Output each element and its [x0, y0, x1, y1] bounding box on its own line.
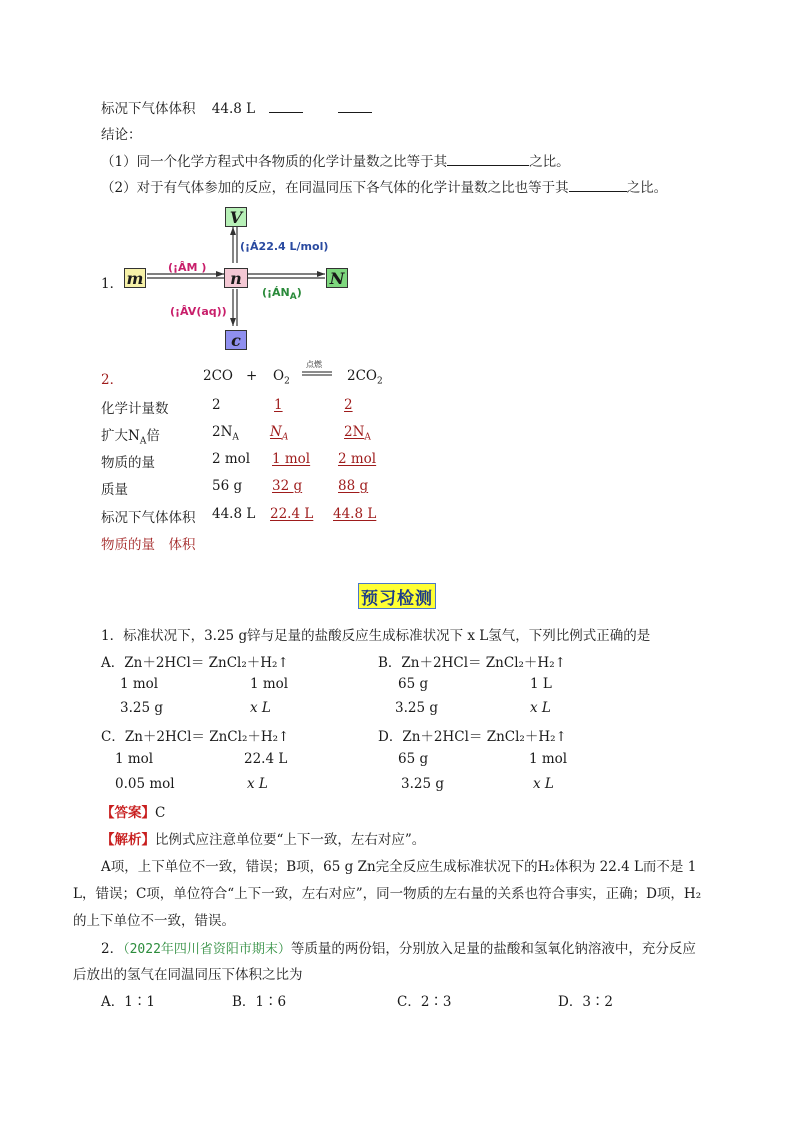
- option-value: x L: [247, 776, 268, 792]
- answer2-number: 2．: [101, 372, 124, 388]
- option-value: 1 mol: [120, 676, 159, 692]
- blank[interactable]: [569, 179, 627, 192]
- row-answer: 32 g: [272, 478, 303, 494]
- label-molar-volume: (¡Á22.4 L/mol): [240, 240, 329, 253]
- conclusion-1-suffix: 之比。: [529, 154, 570, 170]
- option-value: 0.05 mol: [115, 776, 175, 792]
- row-answer-text: 2N: [344, 424, 365, 440]
- analysis-line: [101, 828, 425, 848]
- diagram-number: 1．: [101, 276, 124, 292]
- option-value: 3.25 g: [395, 700, 438, 716]
- eq-reactant-2-sub: 2: [284, 376, 290, 387]
- label-avogadro-close: ): [296, 286, 302, 299]
- q1-stem: 1．标准状况下，3.25 g锌与足量的盐酸反应生成标准状况下 x L氢气，下列比例式正确的是: [101, 628, 651, 644]
- q2-option-b[interactable]: B．1∶6: [232, 994, 287, 1010]
- eq-product-text: 2CO: [347, 368, 377, 384]
- row-answer: [344, 424, 371, 443]
- option-value: x L: [533, 776, 554, 792]
- row-label: 化学计量数: [101, 401, 169, 417]
- row-answer: 88 g: [338, 478, 369, 494]
- option-value: 65 g: [398, 676, 429, 692]
- conclusion-2-suffix: 之比。: [626, 180, 668, 196]
- option-letter: D．: [378, 729, 403, 745]
- blank[interactable]: [447, 153, 529, 166]
- conclusion-2-text: （2）对于有气体参加的反应，在同温同压下各气体的化学计量数之比也等于其: [101, 180, 569, 196]
- q2-source: （2022年四川省资阳市期末）: [123, 942, 291, 957]
- row-label-text: 扩大N: [101, 428, 140, 444]
- row-label: 物质的量: [101, 455, 155, 471]
- conclusion-2: [101, 176, 667, 196]
- row-label: 质量: [101, 482, 128, 498]
- analysis-text: 比例式应注意单位要“上下一致，左右对应”。: [155, 832, 426, 848]
- eq-condition: 点燃: [306, 360, 322, 369]
- option-letter: B．: [378, 655, 402, 671]
- row-label-suffix: 倍: [146, 428, 160, 444]
- q2-stem: 后放出的氢气在同温同压下体积之比为: [73, 967, 303, 983]
- node-mass: m: [124, 268, 146, 288]
- row-label-sub: A: [139, 436, 147, 447]
- intro-row-value: 44.8 L: [211, 101, 256, 117]
- analysis-text: A项，上下单位不一致，错误；B项，65 g Zn完全反应生成标准状况下的H₂体积为 22.4 L而不是 1: [101, 859, 697, 875]
- node-moles: n: [224, 268, 248, 288]
- option-c[interactable]: [101, 725, 289, 745]
- option-value: x L: [250, 700, 271, 716]
- option-value: 1 mol: [529, 751, 568, 767]
- label-molar-mass: (¡ÂM ): [168, 261, 207, 274]
- row-value: 2 mol: [212, 451, 251, 467]
- q2-option-d[interactable]: D．3∶2: [558, 994, 614, 1010]
- analysis-tag: 【解析】: [101, 832, 155, 848]
- conclusion-1-text: （1）同一个化学方程式中各物质的化学计量数之比等于其: [101, 154, 448, 170]
- option-d[interactable]: [378, 725, 567, 745]
- option-a[interactable]: [101, 651, 289, 671]
- q2-number: 2．: [101, 941, 124, 957]
- option-equation: Zn＋2HCl＝ ZnCl₂＋H₂↑: [124, 655, 289, 671]
- row-value: 56 g: [212, 478, 243, 494]
- eq-reactant-2-text: O: [273, 368, 285, 384]
- option-value: 3.25 g: [120, 700, 163, 716]
- q2-option-a[interactable]: A．1∶1: [101, 994, 155, 1010]
- option-b[interactable]: [378, 651, 566, 671]
- row-answer-text: N: [270, 424, 282, 440]
- analysis-text: 的上下单位不一致，错误。: [73, 913, 235, 929]
- row-value-text: 2N: [212, 424, 233, 440]
- q2-line-1: [101, 937, 696, 957]
- option-value: 3.25 g: [401, 776, 444, 792]
- q2-option-c[interactable]: C．2∶3: [397, 994, 452, 1010]
- eq-reactant-2: [273, 368, 290, 387]
- row-answer: [270, 424, 288, 443]
- option-value: 65 g: [398, 751, 429, 767]
- eq-product: [347, 368, 383, 387]
- option-value: 1 mol: [250, 676, 289, 692]
- label-avogadro-sub: A: [289, 292, 297, 303]
- label-solution-volume: (¡ÂV(aq)): [170, 305, 227, 318]
- row-label: [101, 424, 160, 447]
- eq-plus: +: [246, 368, 258, 384]
- row-answer-sub: A: [281, 432, 289, 443]
- row-answer: 2 mol: [338, 451, 377, 467]
- eq-reactant-1: 2CO: [203, 368, 233, 384]
- option-equation: Zn＋2HCl＝ ZnCl₂＋H₂↑: [402, 729, 567, 745]
- option-equation: Zn＋2HCl＝ ZnCl₂＋H₂↑: [401, 655, 566, 671]
- row-answer: 2: [344, 397, 353, 413]
- conclusion-label: 结论：: [101, 127, 142, 143]
- eq-equals-sign: [302, 371, 332, 377]
- answer-line: [101, 801, 165, 821]
- blank[interactable]: [269, 100, 303, 113]
- label-avogadro: [262, 286, 302, 302]
- option-letter: C．: [101, 729, 125, 745]
- row-value: 44.8 L: [212, 506, 256, 522]
- row-value: [212, 424, 239, 443]
- row-value-sub: A: [232, 432, 239, 443]
- row-value: 2: [212, 397, 221, 413]
- row-answer: 1 mol: [272, 451, 311, 467]
- conclusion-1: [101, 150, 570, 170]
- answer-tag: 【答案】: [101, 805, 155, 821]
- row-answer: 44.8 L: [333, 506, 377, 522]
- label-avogadro-text: (¡ÁN: [262, 286, 290, 299]
- analysis-text: L，错误；C项，单位符合“上下一致，左右对应”，同一物质的左右量的关系也符合事实，正确；D项，H₂: [73, 886, 702, 902]
- intro-row-label: 标况下气体体积: [101, 101, 196, 117]
- node-concentration: c: [225, 330, 247, 350]
- row-answer: 1: [274, 397, 283, 413]
- node-particles: N: [326, 268, 348, 288]
- row-answer: 22.4 L: [270, 506, 314, 522]
- node-volume: V: [225, 207, 247, 227]
- blank[interactable]: [338, 100, 372, 113]
- row-label: 标况下气体体积: [101, 510, 196, 526]
- row-answer-sub: A: [364, 432, 371, 443]
- option-value: 1 L: [530, 676, 552, 692]
- section-title: 预习检测: [358, 583, 436, 609]
- option-value: 1 mol: [115, 751, 154, 767]
- option-equation: Zn＋2HCl＝ ZnCl₂＋H₂↑: [124, 729, 290, 745]
- option-value: 22.4 L: [244, 751, 288, 767]
- answer-value: C: [155, 805, 166, 821]
- q2-stem: 等质量的两份铝，分别放入足量的盐酸和氢氧化钠溶液中，充分反应: [290, 941, 696, 957]
- eq-product-sub: 2: [377, 376, 383, 387]
- option-value: x L: [530, 700, 551, 716]
- intro-row: [101, 97, 372, 117]
- conclusion-answer: 物质的量 体积: [101, 537, 196, 553]
- option-letter: A．: [101, 655, 125, 671]
